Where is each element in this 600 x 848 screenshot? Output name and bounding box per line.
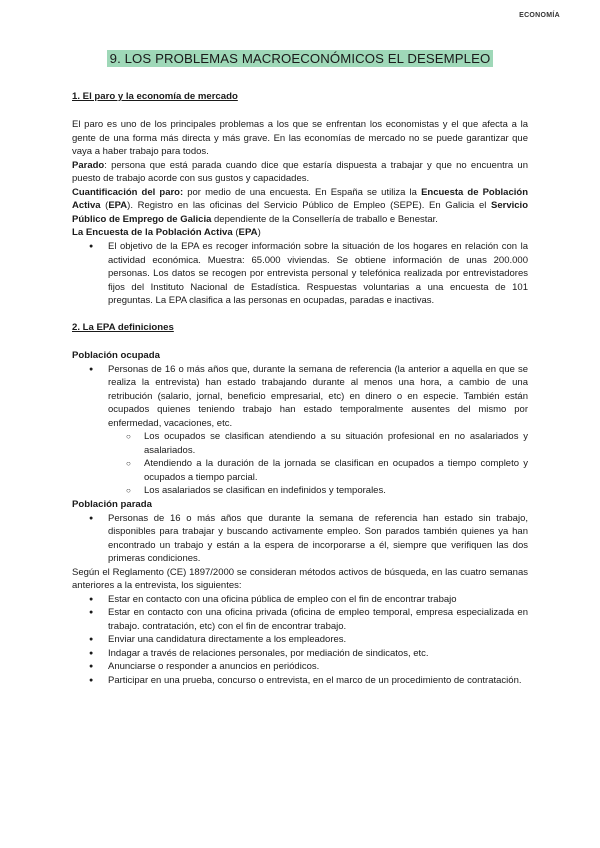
cuant-text-4: dependiente de la Consellería de traballo e Benestar. <box>211 213 438 225</box>
list-item: ● El objetivo de la EPA es recoger información sobre la situación de los hogares en relación con la actividad económica. Muestra: 65.000 viviendas. Se obtiene información de unas 200.000 personas. Los datos se recogen por entrevista personal y telefónica realizada por entrevistadores fijos del Instituto Nacional de Estadística. Respuestas voluntarias a una encuesta de 101 preguntas. La EPA clasifica a las personas en ocupadas, paradas e inactivas. <box>72 240 528 308</box>
cuant-text-3: ). Registro en las oficinas del Servicio Público de Empleo (SEPE). En Galicia el <box>127 200 492 211</box>
epa-abbr: EPA <box>108 200 128 211</box>
ocupada-list <box>72 363 528 498</box>
list-item: ● Personas de 16 o más años que, durante la semana de referencia (la anterior a aquella en que se realiza la entrevista) han estado trabajando durante al menos una hora, a cambio de una retribución (salario, jornal, beneficio empresarial, etc) en dinero o en especie. También están ocupados quienes teniendo trabajo han estado temporalmente ausentes del mismo por enfermedad, vacaciones, etc. <box>72 363 528 431</box>
list-subitem: ○ Los ocupados se clasifican atendiendo a su situación profesional en no asalariados y asalariados. <box>72 430 528 457</box>
ocupada-heading: Población ocupada <box>72 349 160 361</box>
cuantificacion-paragraph <box>72 186 528 227</box>
epa-subheading-b: ( <box>232 227 239 238</box>
epa-subheading-d: ) <box>257 227 261 238</box>
list-item: ● Anunciarse o responder a anuncios en periódicos. <box>72 660 528 674</box>
epa-subheading-c: EPA <box>238 227 258 238</box>
cuant-text-1: por medio de una encuesta. En España se utiliza la <box>183 186 422 198</box>
parada-heading: Población parada <box>72 498 152 510</box>
metodos-list <box>72 593 528 688</box>
list-item: ● Participar en una prueba, concurso o entrevista, en el marco de un procedimiento de contratación. <box>72 674 528 688</box>
title-wrap <box>0 50 600 68</box>
list-item: ● Estar en contacto con una oficina privada (oficina de empleo temporal, empresa especializada en trabajo. contratación, etc) con el fin de encontrar trabajo. <box>72 606 528 633</box>
epa-list <box>72 240 528 308</box>
epa-term: Encuesta de Población Activa <box>72 186 528 211</box>
cuantificacion-term: Cuantificación del paro: <box>72 186 184 198</box>
page-title: 9. LOS PROBLEMAS MACROECONÓMICOS EL DESEMPLEO <box>107 50 494 67</box>
parada-list <box>72 512 528 566</box>
list-subitem: ○ Atendiendo a la duración de la jornada se clasifican en ocupados a tiempo completo y ocupados a tiempo parcial. <box>72 457 528 484</box>
epa-subheading <box>72 226 528 240</box>
section-1-heading: 1. El paro y la economía de mercado <box>72 91 238 102</box>
list-item: ● Enviar una candidatura directamente a los empleadores. <box>72 633 528 647</box>
parado-text: : persona que está parada cuando dice que estaría dispuesta a trabajar y que no encuentra un puesto de trabajo acorde con sus gustos y capacidades. <box>72 159 528 184</box>
intro-paragraph: El paro es uno de los principales problemas a los que se enfrentan los economistas y el que afecta a la gente de una forma más directa y más grave. En las economías de mercado no se puede garantizar que vaya a haber trabajo para todos. <box>72 119 528 157</box>
cuant-text-2: ( <box>100 200 109 211</box>
list-item: ● Estar en contacto con una oficina pública de empleo con el fin de encontrar trabajo <box>72 593 528 607</box>
section-2-heading: 2. La EPA definiciones <box>72 321 174 333</box>
sepe-galicia-term: Servicio Público de Emprego de Galicia <box>72 200 528 225</box>
parado-definition <box>72 159 528 186</box>
header-label: ECONOMÍA <box>519 12 560 19</box>
list-subitem: ○ Los asalariados se clasifican en indefinidos y temporales. <box>72 484 528 498</box>
list-item: ● Indagar a través de relaciones personales, por mediación de sindicatos, etc. <box>72 647 528 661</box>
list-item: ● Personas de 16 o más años que durante la semana de referencia han estado sin trabajo, disponibles para trabajar y buscando activamente empleo. Son parados también quienes ya han encontrado un trabajo y están a la espera de incorporarse a él, siempre que verifiquen las dos primeras condiciones. <box>72 512 528 566</box>
epa-subheading-a: La Encuesta de la Población Activa <box>72 227 233 238</box>
reglamento-paragraph: Según el Reglamento (CE) 1897/2000 se consideran métodos activos de búsqueda, en las cuatro semanas anteriores a la entrevista, los siguientes: <box>72 566 528 591</box>
document-body <box>72 90 528 687</box>
parado-term: Parado <box>72 159 105 171</box>
